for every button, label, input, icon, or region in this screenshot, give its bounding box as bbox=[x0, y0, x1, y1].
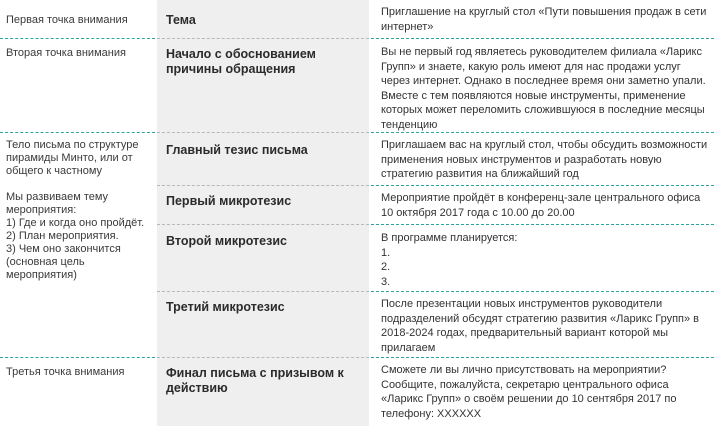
element-subject: Тема bbox=[166, 13, 196, 27]
structure-note-intro: Тело письма по структуре пирамиды Минто, или от общего к частному bbox=[6, 139, 139, 177]
program-item: 1. bbox=[381, 246, 391, 259]
content-call-to-action: Сможете ли вы лично присутствовать на мероприятии? Сообщите, пожалуйста, секретарю центрального офиса «Ларикс Групп» о своём решении до 10 сентября 2017 по телефону: XXXXXX bbox=[381, 364, 677, 420]
content-opening: Вы не первый год являетесь руководителем филиала «Ларикс Групп» и знаете, какую роль имеют для нас продажи услуг через интернет. Однако в последнее время они заметно упали. Вместе с тем появляются новые инструменты, применение которых может переломить сложившуюся в последние месяцы тенденцию bbox=[381, 46, 706, 131]
divider bbox=[371, 224, 714, 225]
divider bbox=[0, 132, 155, 133]
divider bbox=[371, 291, 714, 292]
divider bbox=[157, 291, 369, 292]
element-opening: Начало с обоснованием причины обращения bbox=[166, 47, 316, 76]
divider bbox=[371, 38, 714, 39]
divider bbox=[0, 38, 155, 39]
structure-step: 2) План мероприятия. bbox=[6, 230, 119, 242]
spacer bbox=[6, 178, 152, 191]
attention-point-3: Третья точка внимания bbox=[6, 366, 125, 378]
divider bbox=[371, 185, 714, 186]
program-intro: В программе планируется: bbox=[381, 232, 518, 244]
program-item: 2. bbox=[381, 261, 391, 273]
divider bbox=[157, 357, 369, 358]
element-micro-thesis-2: Второй микротезис bbox=[166, 234, 287, 248]
program-item: 3. bbox=[381, 275, 391, 288]
divider bbox=[371, 357, 714, 358]
element-call-to-action: Финал письма с призывом к действию bbox=[166, 366, 344, 395]
content-main-thesis: Приглашаем вас на круглый стол, чтобы обсудить возможности применения новых инструментов и разработать новую стратегию развития на ближайший год bbox=[381, 139, 708, 180]
content-micro-thesis-2 bbox=[381, 231, 711, 289]
structure-note bbox=[6, 139, 152, 282]
attention-point-1: Первая точка внимания bbox=[6, 14, 128, 26]
structure-step: 1) Где и когда оно пройдёт. bbox=[6, 217, 145, 229]
element-micro-thesis-3: Третий микротезис bbox=[166, 300, 285, 314]
divider bbox=[0, 357, 155, 358]
content-micro-thesis-3: После презентации новых инструментов руководители подразделений обсудят стратегию развития «Ларикс Групп» в 2018-2024 годах, предварительный вариант которой мы прилагаем bbox=[381, 298, 700, 354]
element-micro-thesis-1: Первый микротезис bbox=[166, 194, 292, 208]
content-micro-thesis-1: Мероприятие пройдёт в конференц-зале центрального офиса 10 октября 2017 года с 10.00 до 20.00 bbox=[381, 192, 701, 219]
element-main-thesis: Главный тезис письма bbox=[166, 143, 308, 157]
divider bbox=[157, 38, 369, 39]
structure-step: 3) Чем оно закончится (основная цель мероприятия) bbox=[6, 243, 121, 281]
content-subject: Приглашение на круглый стол «Пути повышения продаж в сети интернет» bbox=[381, 6, 707, 33]
divider bbox=[371, 132, 714, 133]
divider bbox=[157, 132, 369, 133]
divider bbox=[157, 224, 369, 225]
attention-point-2: Вторая точка внимания bbox=[6, 47, 126, 59]
structure-note-body: Мы развиваем тему мероприятия: bbox=[6, 191, 109, 216]
divider bbox=[157, 185, 369, 186]
